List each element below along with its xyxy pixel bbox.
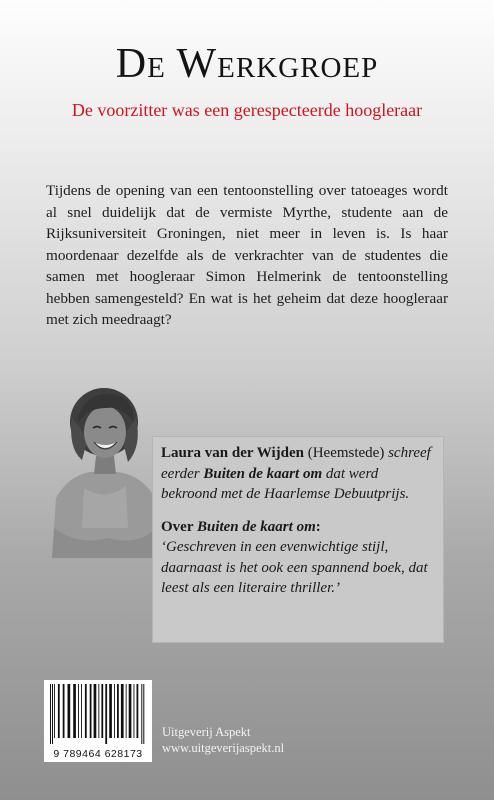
barcode-bar xyxy=(114,684,115,738)
barcode-bar xyxy=(94,684,97,738)
barcode-bar xyxy=(141,684,142,744)
isbn-number: 9 789464 628173 xyxy=(53,748,143,760)
barcode-bar xyxy=(98,684,99,738)
barcode-bar xyxy=(52,684,53,744)
barcode-bar xyxy=(73,684,76,738)
barcode-bar xyxy=(101,684,103,738)
barcode-bar xyxy=(85,684,87,738)
review-heading xyxy=(161,517,433,538)
barcode-bar xyxy=(143,684,144,744)
barcode-bar xyxy=(109,684,112,738)
barcode-bar xyxy=(117,684,119,738)
bio-line-post: dat werd bekroond met de Haarlemse Debuutprijs. xyxy=(161,465,410,502)
barcode-bar xyxy=(105,684,107,744)
author-bio-paragraph xyxy=(161,443,433,505)
barcode-bar xyxy=(134,684,135,738)
review-colon: : xyxy=(315,518,321,535)
review-quote: ‘Geschreven in een evenwichtige stijl, daarnaast is het ook een spannend boek, dat leest als een literaire thriller.’ xyxy=(161,539,428,596)
bio-line-pre: schreef eerder xyxy=(161,445,431,482)
author-bio xyxy=(161,443,433,599)
barcode-bar xyxy=(121,684,124,738)
publisher-name: Uitgeverij Aspekt xyxy=(162,725,251,739)
review-book-title: Buiten de kaart om xyxy=(196,518,316,535)
author-photo xyxy=(48,378,160,558)
review-over-label: Over xyxy=(161,518,197,535)
barcode-icon xyxy=(44,680,152,746)
barcode-bar xyxy=(58,684,60,738)
barcode-bar xyxy=(137,684,139,738)
book-title: De Werkgroep xyxy=(115,41,379,87)
isbn-barcode xyxy=(44,680,152,762)
author-portrait-icon xyxy=(48,378,160,558)
barcode-bar xyxy=(81,684,82,738)
barcode-bar xyxy=(68,684,71,738)
book-subtitle: De voorzitter was een gerespecteerde hoogleraar xyxy=(71,100,423,120)
publisher-info xyxy=(162,724,362,756)
barcode-bar xyxy=(50,684,51,744)
previous-book-title: Buiten de kaart om xyxy=(203,465,323,482)
barcode-bar xyxy=(90,684,92,738)
barcode-bar xyxy=(63,684,65,738)
barcode-bar xyxy=(129,684,132,738)
barcode-bar xyxy=(78,684,79,738)
author-bio-box xyxy=(152,436,444,643)
barcode-bar xyxy=(126,684,127,738)
publisher-website: www.uitgeverijaspekt.nl xyxy=(162,741,285,755)
barcode-bar xyxy=(54,684,55,738)
author-name: Laura van der Wijden xyxy=(161,445,304,461)
author-place: (Heemstede) xyxy=(303,445,385,461)
book-blurb: Tijdens de opening van een tentoonstelling over tatoeages wordt al snel duidelijk dat de vermiste Myrthe, studente aan de Rijksuniversiteit Groningen, niet meer in leven is. Is haar moordenaar dezelfde als de verkrachter van de studentes die samen met hoogleraar Simon Helmerink de tentoonstelling hebben samengesteld? En wat is het geheim dat deze hoogleraar met zich meedraagt? xyxy=(46,182,448,328)
